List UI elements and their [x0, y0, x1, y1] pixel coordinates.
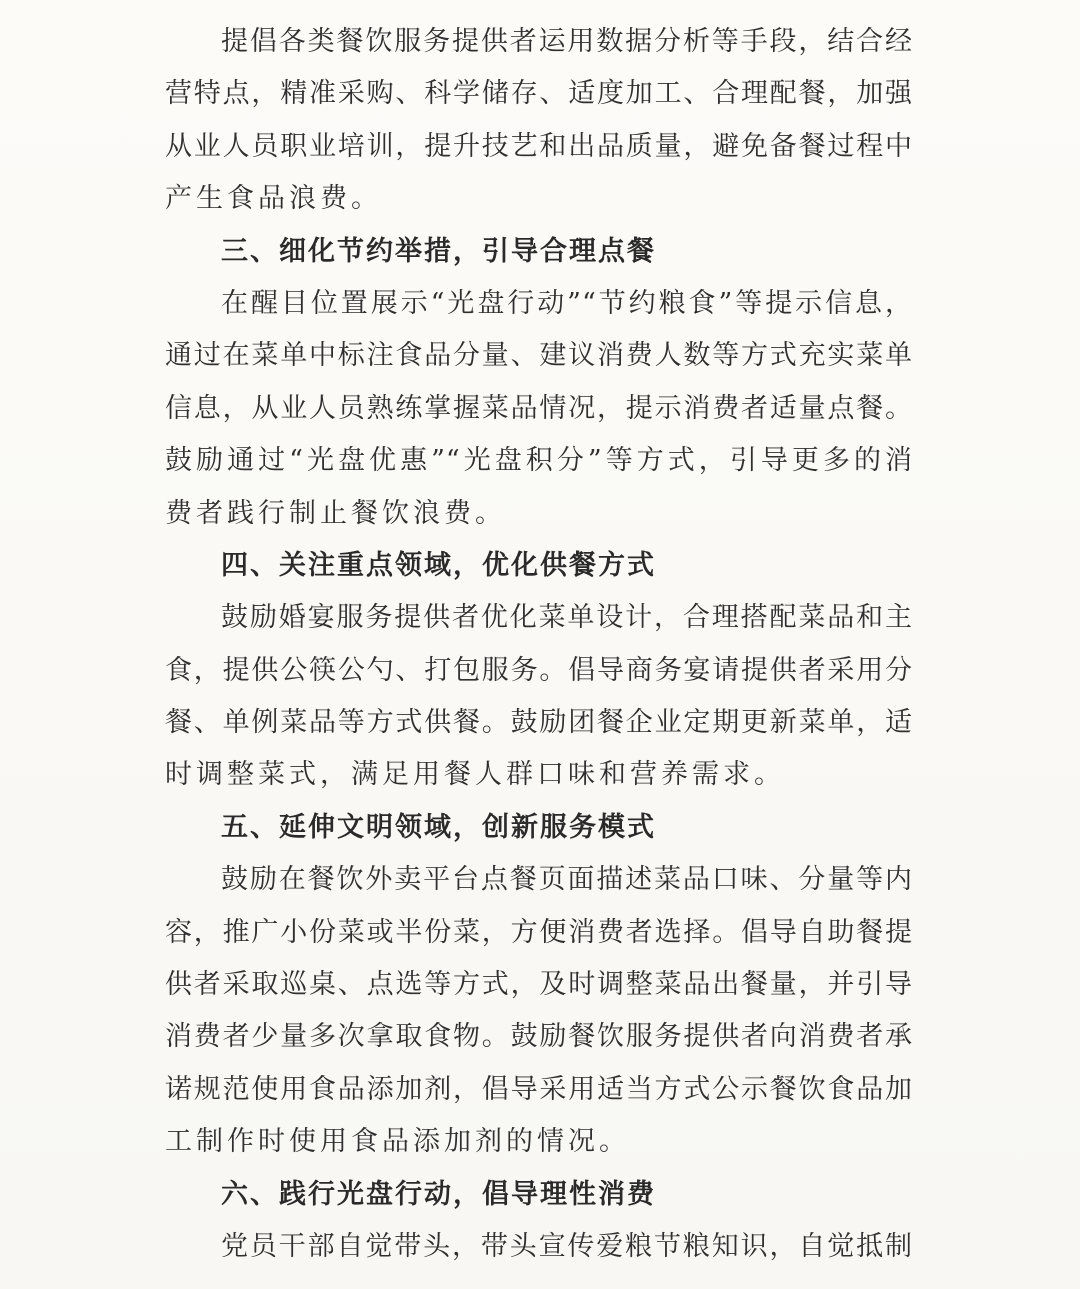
text-line: 费者践行制止餐饮浪费。: [165, 497, 506, 529]
document-body: [165, 16, 913, 1273]
text-line: 鼓励在餐饮外卖平台点餐页面描述菜品口味、分量等内: [221, 864, 913, 896]
section-heading: 四、关注重点领域，优化供餐方式: [221, 549, 656, 581]
text-line: 时调整菜式，满足用餐人群口味和营养需求。: [165, 759, 785, 791]
text-line: 消费者少量多次拿取食物。鼓励餐饮服务提供者向消费者承: [165, 1021, 913, 1053]
text-line: 诺规范使用食品添加剂，倡导采用适当方式公示餐饮食品加: [165, 1073, 913, 1105]
text-line: 工制作时使用食品添加剂的情况。: [165, 1126, 630, 1158]
text-line: 食，提供公筷公勺、打包服务。倡导商务宴请提供者采用分: [165, 654, 913, 686]
text-line: 产生食品浪费。: [165, 183, 382, 215]
text-line: 提倡各类餐饮服务提供者运用数据分析等手段，结合经: [221, 26, 913, 57]
section-heading: 五、延伸文明领域，创新服务模式: [221, 811, 656, 843]
text-line: 餐、单例菜品等方式供餐。鼓励团餐企业定期更新菜单，适: [165, 707, 913, 739]
text-line: 从业人员职业培训，提升技艺和出品质量，避免备餐过程中: [165, 130, 913, 162]
text-line: 在醒目位置展示“光盘行动”“节约粮食”等提示信息，: [221, 287, 913, 319]
text-line: 容，推广小份菜或半份菜，方便消费者选择。倡导自助餐提: [165, 916, 913, 948]
text-line: 鼓励婚宴服务提供者优化菜单设计，合理搭配菜品和主: [221, 602, 913, 634]
section-heading: 三、细化节约举措，引导合理点餐: [221, 235, 656, 267]
text-line: 党员干部自觉带头，带头宣传爱粮节粮知识，自觉抵制: [221, 1230, 913, 1262]
text-line: 营特点，精准采购、科学储存、适度加工、合理配餐，加强: [165, 78, 913, 110]
text-line: 通过在菜单中标注食品分量、建议消费人数等方式充实菜单: [165, 340, 913, 372]
text-line: 鼓励通过“光盘优惠”“光盘积分”等方式，引导更多的消: [165, 445, 913, 477]
text-line: 供者采取巡桌、点选等方式，及时调整菜品出餐量，并引导: [165, 969, 913, 1001]
section-heading: 六、践行光盘行动，倡导理性消费: [221, 1178, 656, 1210]
text-line: 信息，从业人员熟练掌握菜品情况，提示消费者适量点餐。: [165, 392, 913, 424]
